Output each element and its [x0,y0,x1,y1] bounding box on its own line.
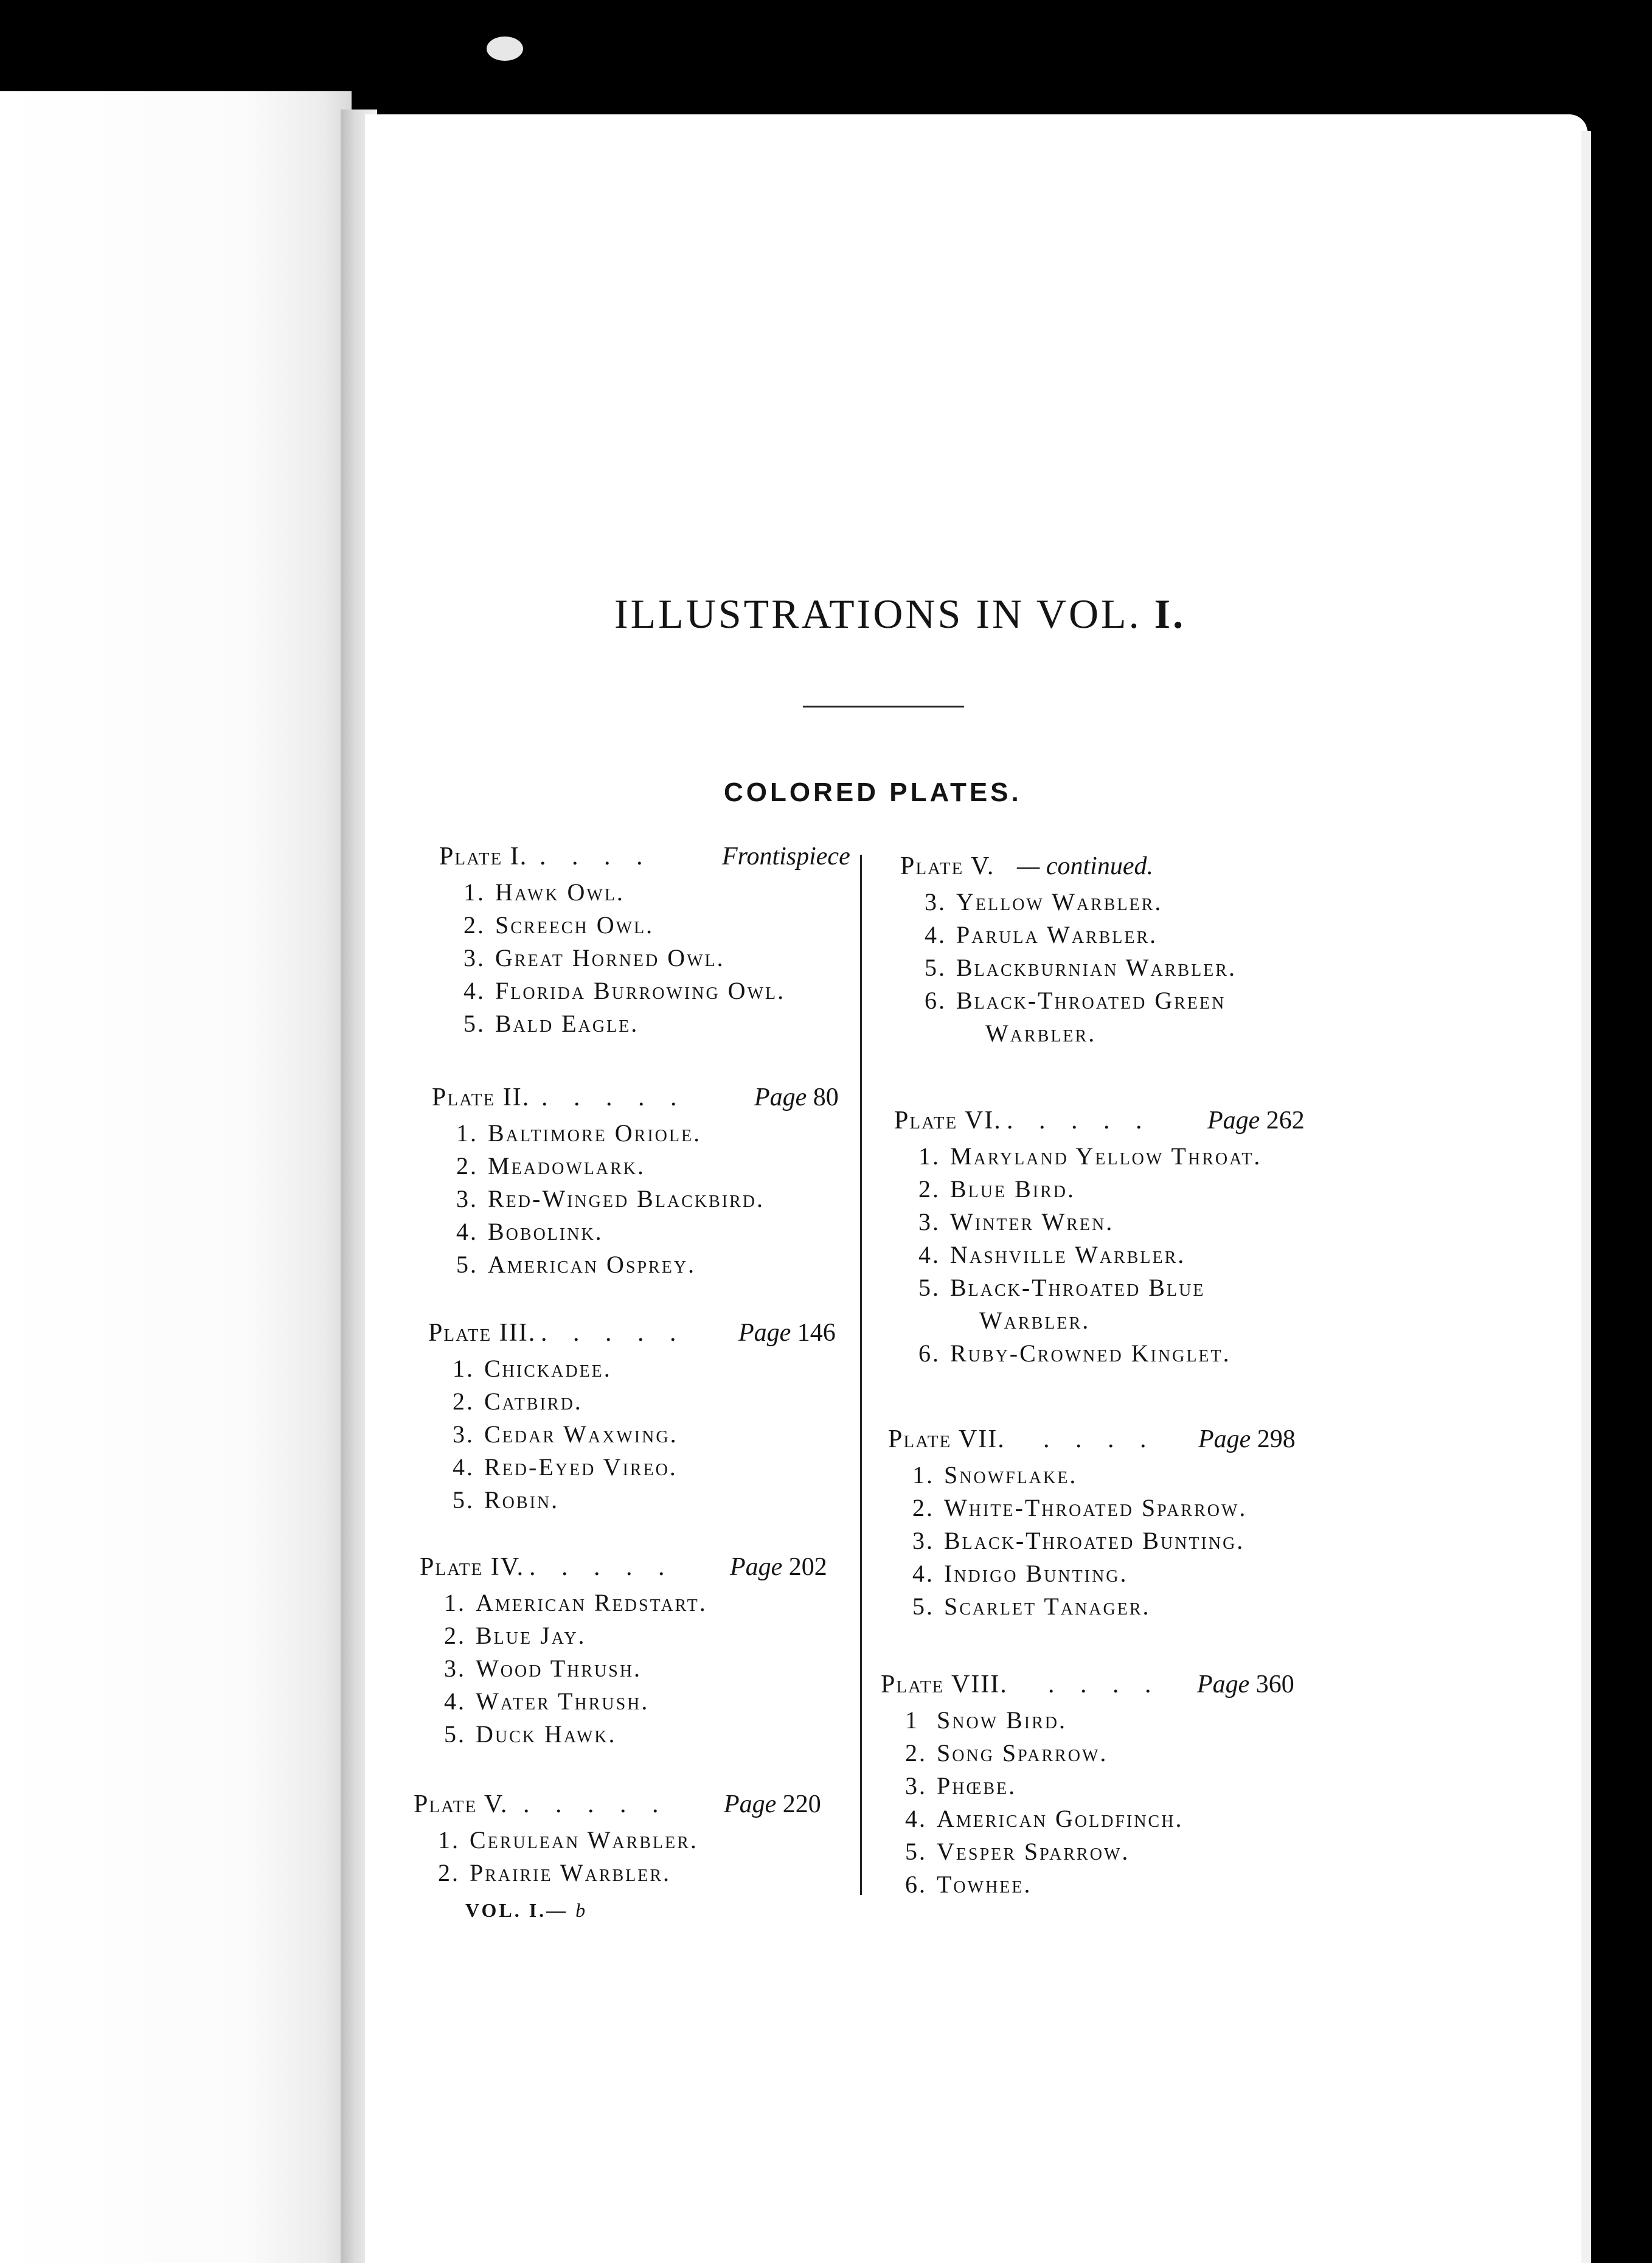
plate-item-number: 4. [444,1688,466,1715]
plate-item-name: Snowflake. [944,1461,1078,1489]
plate-item-name: Towhee. [937,1871,1032,1898]
plate-item-number: 6. [918,1340,940,1367]
plate-item-number: 5. [456,1251,478,1278]
signature-mark [465,1899,588,1922]
plate-item-number: 5. [918,1274,940,1301]
plate-item [414,1857,698,1889]
section-subheading: COLORED PLATES. [724,777,1022,807]
plate-item-number: 1 [905,1706,919,1734]
plate-item [428,1385,678,1418]
plate-page-reference: — continued. [1017,852,1153,880]
plate-item [428,1484,678,1517]
plate-item-name: Song Sparrow. [937,1739,1108,1767]
plate-item [894,1206,1262,1239]
plate-item-name: Maryland Yellow Throat. [950,1142,1262,1170]
signature-letter: b [575,1899,588,1921]
plate-item [432,1248,765,1281]
plate-item-name: American Goldfinch. [937,1805,1184,1832]
plate-heading [428,1318,836,1352]
plate-item-number: 5. [905,1838,927,1865]
plate-item-name: Wood Thrush. [476,1655,642,1682]
plate-leader-dots: . . . . [1043,1425,1156,1453]
plate-item-name: Catbird. [484,1388,583,1415]
plate-item-name: Scarlet Tanager. [944,1593,1151,1620]
page-heading [614,590,1185,638]
plate-label: Plate VIII. [881,1670,1008,1698]
plate-leader-dots: . . . . . [541,1319,686,1347]
plate-item-number: 5. [912,1593,934,1620]
plate-item [414,1824,698,1857]
plate-item-number: 4. [453,1453,474,1481]
plate-item-name: Duck Hawk. [476,1720,617,1748]
plate-item-name: Water Thrush. [476,1688,650,1715]
plate-page-number: 298 [1251,1425,1296,1453]
plate-label: Plate IV. [420,1553,525,1581]
plate-item [881,1704,1183,1737]
plate-item-name: Hawk Owl. [495,878,625,906]
plate-item-number: 4. [905,1805,927,1832]
plate-item [881,1802,1183,1835]
plate-item-name: Indigo Bunting. [944,1560,1128,1587]
plate-page-reference: Page 202 [730,1553,827,1581]
plate-block [888,1425,1296,1623]
plate-item-name: Great Horned Owl. [495,944,725,972]
plate-item [881,1770,1183,1802]
plate-item-number: 2. [463,911,485,939]
plate-heading [420,1552,827,1587]
plate-leader-dots: . . . . . [1007,1107,1152,1135]
plate-item-number: 2. [912,1494,934,1521]
plate-page-reference: Page 220 [724,1790,821,1818]
plate-item-name: Blackburnian Warbler. [956,954,1237,981]
plate-item-number: 2. [918,1175,940,1203]
plate-label: Plate I. [439,843,528,871]
plate-label: Plate V. [414,1790,508,1818]
heading-volume: I. [1154,591,1186,637]
plate-item-number: 4. [456,1218,478,1245]
plate-item-name: Cedar Waxwing. [484,1420,678,1448]
plate-item-number: 3. [925,888,946,916]
plate-item-name: Prairie Warbler. [470,1859,672,1886]
plate-item [888,1590,1247,1623]
plate-item-name: Red-Winged Blackbird. [488,1185,765,1212]
plate-item-number: 5. [444,1720,466,1748]
plate-item-number: 3. [905,1772,927,1799]
plate-heading [894,1106,1305,1140]
plate-page-reference: Page 360 [1197,1670,1294,1698]
plate-item [894,1304,1262,1337]
plate-item [439,909,785,942]
plate-item-name: Meadowlark. [488,1152,645,1180]
plate-item-number: 3. [453,1420,474,1448]
signature-text: VOL. I.— [465,1899,569,1921]
plate-item-number: 4. [918,1241,940,1268]
column-divider [860,855,862,1895]
heading-rule [803,706,964,707]
plate-item-number: 4. [912,1560,934,1587]
plate-item-name: Blue Jay. [476,1622,586,1649]
plate-item-name: Blue Bird. [950,1175,1076,1203]
plate-item-name: Black-Throated Blue [950,1274,1206,1301]
plate-item [894,1173,1262,1206]
plate-item [900,951,1237,984]
plate-heading [439,842,850,876]
plate-item-number: 1. [438,1826,460,1854]
plate-item-name: Robin. [484,1486,560,1514]
plate-item [420,1718,707,1751]
plate-item [900,1017,1237,1050]
plate-item [881,1868,1183,1901]
plate-item-name: Black-Throated Green [956,987,1226,1014]
plate-heading [900,852,1237,886]
plate-item-number: 3. [444,1655,466,1682]
plate-block [414,1790,821,1889]
plate-item [881,1835,1183,1868]
plate-item-name: American Redstart. [476,1589,707,1616]
plate-label: Plate V. [900,852,995,880]
plate-leader-dots: . . . . . [529,1553,675,1581]
plate-leader-dots: . . . . [1048,1670,1161,1698]
page-edge [1581,131,1591,2263]
plate-item-name: Snow Bird. [937,1706,1067,1734]
plate-page-reference: Page 146 [738,1319,836,1347]
plate-page-number: 262 [1260,1107,1305,1135]
plate-item-number: 1. [918,1142,940,1170]
plate-page-number: 80 [807,1083,839,1111]
plate-item-name: American Osprey. [488,1251,696,1278]
plate-item-number: 4. [925,921,946,948]
plate-item [420,1652,707,1685]
plate-item-name: Bobolink. [488,1218,603,1245]
plate-leader-dots: . . . . . [541,1083,687,1111]
plate-item-name: Red-Eyed Vireo. [484,1453,678,1481]
plate-item-name: Winter Wren. [950,1208,1114,1236]
heading-main: ILLUSTRATIONS IN VOL. [614,591,1142,637]
plate-item [428,1418,678,1451]
plate-item-number: 6. [925,987,946,1014]
plate-block [432,1083,839,1281]
plate-page-number: 360 [1249,1670,1294,1698]
plate-item [432,1150,765,1183]
plate-item-name: Cerulean Warbler. [470,1826,698,1854]
plate-page-reference: Frontispiece [722,843,850,871]
plate-item-name: Phœbe. [937,1772,1017,1799]
plate-item-number: 1. [912,1461,934,1489]
plate-item [420,1587,707,1619]
plate-page-number: 146 [791,1319,836,1347]
plate-item-name: Yellow Warbler. [956,888,1163,916]
plate-heading [432,1083,839,1117]
plate-item-number: 3. [912,1527,934,1554]
plate-item-number: 6. [905,1871,927,1898]
plate-item [888,1557,1247,1590]
plate-item-name: Bald Eagle. [495,1010,639,1037]
plate-label: Plate VI. [894,1107,1002,1135]
plate-block [428,1318,836,1517]
plate-page-reference: Page 298 [1198,1425,1296,1453]
plate-item-number: 2. [444,1622,466,1649]
plate-leader-dots: . . . . [540,843,653,871]
plate-item-number: 5. [453,1486,474,1514]
plate-item [894,1239,1262,1271]
plate-block [420,1552,827,1751]
plate-item [439,942,785,975]
plate-label: Plate II. [432,1083,530,1111]
plate-heading [888,1425,1296,1459]
plate-item-name: White-Throated Sparrow. [944,1494,1248,1521]
plate-item-number: 1. [453,1355,474,1382]
plate-item [881,1737,1183,1770]
plate-page-reference: Page 262 [1207,1107,1305,1135]
plate-item [894,1337,1262,1370]
plate-item-number: 2. [456,1152,478,1180]
plate-item-number: 2. [453,1388,474,1415]
plate-block [900,852,1237,1050]
plate-item-name: Warbler. [985,1020,1097,1047]
plate-item [439,1007,785,1040]
plate-item [439,876,785,909]
plate-item-number: 1. [444,1589,466,1616]
plate-block [881,1670,1294,1901]
plate-item [900,919,1237,951]
plate-item [432,1117,765,1150]
plate-item [888,1524,1247,1557]
plate-item-name: Nashville Warbler. [950,1241,1186,1268]
scan-speck [487,36,523,61]
plate-item-number: 2. [905,1739,927,1767]
plate-item-name: Florida Burrowing Owl. [495,977,786,1004]
plate-item [420,1685,707,1718]
plate-item-number: 4. [463,977,485,1004]
plate-item-number: 1. [463,878,485,906]
plate-item [888,1492,1247,1524]
plate-heading [881,1670,1294,1704]
plate-heading [414,1790,821,1824]
plate-label: Plate VII. [888,1425,1005,1453]
plate-item-name: Vesper Sparrow. [937,1838,1130,1865]
plate-item-name: Ruby-Crowned Kinglet. [950,1340,1231,1367]
plate-item [900,886,1237,919]
plate-item-number: 3. [918,1208,940,1236]
plate-item-name: Warbler. [979,1307,1091,1334]
plate-item [894,1271,1262,1304]
plate-page-number: 202 [782,1553,827,1581]
plate-item [428,1451,678,1484]
plate-block [439,842,850,1040]
plate-item-name: Chickadee. [484,1355,612,1382]
plate-item [900,984,1237,1017]
plate-leader-dots: . . . . . [523,1790,668,1818]
plate-item [439,975,785,1007]
plate-block [894,1106,1305,1370]
plate-item-name: Baltimore Oriole. [488,1119,702,1147]
left-page [0,91,352,2263]
plate-item [888,1459,1247,1492]
plate-item-number: 2. [438,1859,460,1886]
plate-page-number: 220 [776,1790,821,1818]
plate-item-number: 3. [463,944,485,972]
plate-item-number: 1. [456,1119,478,1147]
plate-item [432,1215,765,1248]
plate-page-reference: Page 80 [754,1083,839,1111]
plate-item-number: 5. [463,1010,485,1037]
plate-item-name: Screech Owl. [495,911,654,939]
plate-item [432,1183,765,1215]
plate-item-name: Parula Warbler. [956,921,1158,948]
plate-item [894,1140,1262,1173]
plate-item [428,1352,678,1385]
plate-label: Plate III. [428,1319,536,1347]
plate-item-name: Black-Throated Bunting. [944,1527,1245,1554]
plate-item [420,1619,707,1652]
plate-item-number: 5. [925,954,946,981]
plate-item-number: 3. [456,1185,478,1212]
